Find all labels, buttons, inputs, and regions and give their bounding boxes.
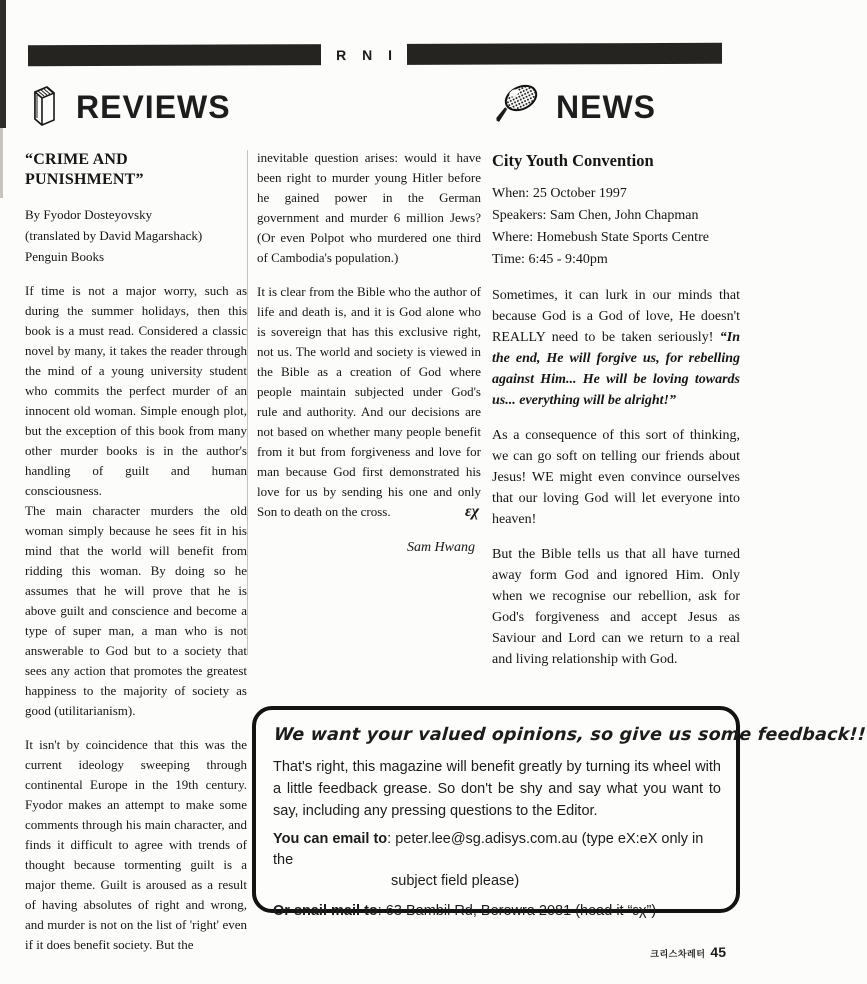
review-column-2 bbox=[257, 148, 481, 558]
review-author-signature: Sam Hwang bbox=[406, 540, 475, 555]
snail-mail-value: : 63 Bambil Rd, Berowra 2081 (head it “εχ”) bbox=[377, 903, 657, 919]
event-speakers: Speakers: Sam Chen, John Chapman bbox=[492, 208, 699, 223]
feedback-email-continuation: subject field please) bbox=[391, 873, 520, 889]
book-icon bbox=[28, 82, 60, 133]
review-paragraph: inevitable question arises: would it have been right to murder young Hitler before he gained power in the German government and murder 6 million Jews? (Or even Polpot who murdered one third of Cambodia's population.) bbox=[257, 150, 481, 265]
top-banner bbox=[28, 43, 722, 66]
banner-label: R N I bbox=[336, 46, 398, 63]
magazine-name: 크리스차레터 bbox=[650, 949, 706, 959]
news-article-heading: City Youth Convention bbox=[492, 151, 654, 170]
reviews-section-header bbox=[28, 82, 231, 133]
scan-edge-artifact-light bbox=[0, 128, 3, 198]
snail-mail-label: Or snail mail to bbox=[273, 903, 378, 919]
event-where: Where: Homebush State Sports Centre bbox=[492, 230, 709, 245]
byline-translator: (translated by David Magarshack) bbox=[25, 228, 203, 243]
banner-title-gap bbox=[321, 41, 407, 68]
review-paragraph: It isn't by coincidence that this was the current ideology sweeping through continental Europe in the 19th century. Fyodor makes an attempt to make some comments through his main character, and finds it difficult to agree with trends of thought because tormenting guilt is a major theme. Guilt is aroused as a result of having absolutes of right and wrong, and murder is not on the list of 'right' even if it does benefit society. But the bbox=[25, 737, 247, 952]
scan-edge-artifact bbox=[0, 0, 6, 128]
feedback-body: That's right, this magazine will benefit greatly by turning its wheel with a little feedback grease. So don't be shy and say what you want to say, including any pressing questions to the Editor. bbox=[273, 759, 721, 819]
event-when: When: 25 October 1997 bbox=[492, 186, 627, 201]
event-time: Time: 6:45 - 9:40pm bbox=[492, 252, 608, 267]
article-end-mark: εχ bbox=[465, 503, 479, 520]
page-number: 45 bbox=[710, 944, 726, 960]
news-paragraph: As a consequence of this sort of thinking, we can go soft on telling our friends about Jesus! WE might even convince ourselves that our loving God will let everyone into heaven! bbox=[492, 428, 740, 527]
review-paragraph bbox=[257, 282, 481, 522]
event-details bbox=[492, 183, 740, 271]
feedback-headline: We want your valued opinions, so give us some feedback!! bbox=[273, 725, 867, 745]
review-paragraph: If time is not a major worry, such as during the summer holidays, then this book is a must read. Considered a classic novel by many, it takes the reader through the mind of a young university student who commits the perfect murder of an innocent old woman. Simple enough plot, but the exception of this book from many other murder books is in the author's handling of guilt and human consciousness. bbox=[25, 283, 247, 498]
reviews-heading: REVIEWS bbox=[76, 89, 231, 125]
review-paragraph: The main character murders the old woman simply because he sees fit in his mind that the world will benefit from ridding this woman. By doing so he assumes that he will prove that he is above guilt and conscience and become a type of super man, a man who is not answerable to God but to a society that sees any action that promotes the greatest happiness to the majority of society as good (utilitarianism). bbox=[25, 503, 247, 718]
news-paragraph: But the Bible tells us that all have turned away form God and ignored Him. Only when we recognise our rebellion, ask for God's forgiveness and accept Jesus as Saviour and Lord can we return to a real and living relationship with God. bbox=[492, 547, 740, 667]
news-paragraph-text: Sometimes, it can lurk in our minds that because God is a God of love, He doesn't REALLY need to be taken seriously! bbox=[492, 288, 740, 345]
pushpin-icon bbox=[490, 82, 542, 133]
byline-author: By Fyodor Dosteyovsky bbox=[25, 207, 153, 222]
news-heading: NEWS bbox=[556, 89, 656, 125]
news-section-header bbox=[490, 82, 656, 133]
review-byline bbox=[25, 204, 247, 267]
review-column-1 bbox=[25, 148, 247, 955]
feedback-email-line bbox=[273, 829, 721, 871]
feedback-snail-line bbox=[273, 901, 721, 922]
feedback-box bbox=[252, 706, 867, 919]
review-paragraph-text: It is clear from the Bible who the author of life and death is, and it is God alone who is sovereign that has this exclusive right, not us. The world and society is viewed in the Bible as a creation of God where people maintain subjected under God's rule and authority. And our decisions are not based on whether many people benefit from it but from forgiveness and love for man because God first demonstrated his love for us by sending his one and only Son to death on the cross. bbox=[257, 284, 481, 519]
news-column bbox=[492, 148, 740, 670]
email-label: You can email to bbox=[273, 831, 388, 847]
byline-publisher: Penguin Books bbox=[25, 249, 105, 264]
news-paragraph bbox=[492, 285, 740, 411]
news-paragraph-quote: “In the end, He will forgive us, for rebelling against Him... He will be loving towards us... everything will be alright!” bbox=[492, 330, 740, 408]
column-divider bbox=[247, 150, 248, 655]
email-value: : peter.lee@sg.adisys.com.au (type eX:eX only in the bbox=[273, 831, 704, 868]
page-footer bbox=[650, 944, 726, 960]
review-title: “CRIME AND PUNISHMENT” bbox=[25, 151, 144, 188]
